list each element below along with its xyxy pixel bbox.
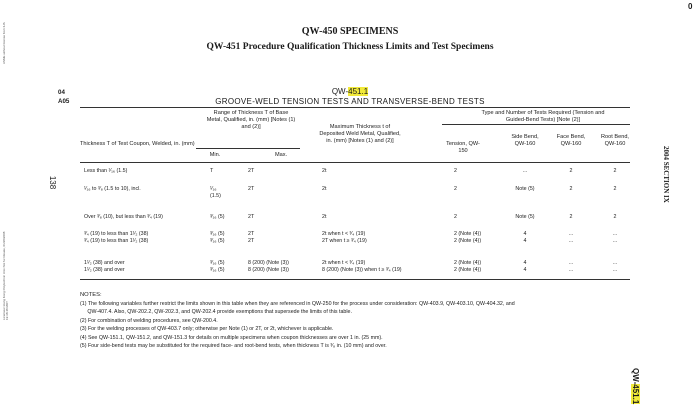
- row-root-bend: 2: [613, 214, 617, 220]
- table-id: [0, 87, 700, 96]
- row-thickness: Less than ¹⁄₁₆ (1.5): [84, 168, 128, 174]
- row-face-bend: 2: [569, 214, 573, 220]
- row-max: 2T: [248, 168, 255, 174]
- table-title: GROOVE-WELD TENSION TESTS AND TRANSVERSE-BEND TESTS: [215, 97, 485, 106]
- row-face-bend: ... ...: [568, 231, 574, 244]
- header-deposited: Maximum Thickness t of Deposited Weld Metal, Qualified, in. (mm) [Notes (1) and (2)]: [319, 124, 401, 144]
- table-id-prefix: QW-: [331, 87, 349, 96]
- row-min: T: [210, 168, 214, 174]
- note-1: (1) The following variables further restrict the limits shown in this table when they are referenced in QW-250 for the process under consideration: QW-403.9, QW-403.10, QW-404.32, and: [80, 301, 515, 307]
- header-min: Min.: [209, 152, 221, 158]
- row-min: ³⁄₁₆ (5) ³⁄₁₆ (5): [210, 231, 225, 244]
- row-side-bend: 4 4: [523, 231, 527, 244]
- table-id-highlight: 451.1: [348, 87, 369, 96]
- section-side-label: 2004 SECTION IX: [662, 146, 670, 203]
- note-2: (2) For combination of welding procedures, see QW-200.4.: [80, 318, 218, 324]
- header-tension: Tension, QW-150: [446, 141, 480, 154]
- row-side-bend: ...: [522, 168, 528, 174]
- page-number: 138: [48, 175, 58, 190]
- header-max: Max.: [274, 152, 288, 158]
- row-root-bend: 2: [613, 186, 617, 192]
- header-range-group: Range of Thickness T of Base Metal, Qualified, in. (mm) [Notes (1) and (2)]: [206, 110, 296, 130]
- header-bottom-rule: [80, 162, 630, 163]
- row-tension: 2 (Note (4)) 2 (Note (4)): [454, 260, 482, 273]
- note-1-continued: QW-407.4. Also, QW-202.2, QW-202.3, and QW-202.4 provide exemptions that supersede the limits of this table.: [80, 309, 352, 315]
- row-face-bend: 2: [569, 186, 573, 192]
- row-tension: 2: [454, 214, 457, 220]
- note-4: (4) See QW-151.1, QW-151.2, and QW-151.3 for details on multiple specimens when coupon thicknesses are over 1 in. (25 mm).: [80, 335, 383, 341]
- margin-licensee-text: Licensee=Hong Kong Polytechnic Univ Not for Resale, 01/28/2008 19:38:48 MDT: [2, 231, 9, 320]
- header-face-bend: Face Bend, QW-160: [556, 134, 586, 147]
- note-5: (5) Four side-bend tests may be substituted for the required face- and root-bend tests, when thickness T is ³⁄₈ in. (10 mm) and over.: [80, 343, 387, 349]
- page-tab-prefix: QW-: [631, 368, 640, 385]
- notes-title: NOTES:: [80, 292, 102, 298]
- row-deposited: 2t when t < ³⁄₄ (19) 2T when t ≥ ³⁄₄ (19): [322, 231, 367, 244]
- row-side-bend: Note (5): [515, 214, 535, 220]
- row-side-bend: 4 4: [523, 260, 527, 273]
- row-tension: 2: [454, 186, 457, 192]
- row-face-bend: 2: [569, 168, 573, 174]
- corner-mark: 0: [688, 2, 693, 11]
- row-side-bend: Note (5): [515, 186, 535, 192]
- table-top-rule: [80, 107, 630, 108]
- header-root-bend: Root Bend, QW-160: [601, 134, 629, 147]
- row-deposited: 2t when t < ³⁄₄ (19) 8 (200) (Note (3)) when t ≥ ³⁄₄ (19): [322, 260, 402, 273]
- subsection-heading: QW-451 Procedure Qualification Thickness Limits and Test Specimens: [206, 42, 494, 52]
- row-deposited: 2t: [322, 168, 327, 174]
- header-side-bend: Side Bend, QW-160: [511, 134, 539, 147]
- row-tension: 2: [454, 168, 457, 174]
- margin-license-text: ASME without license from IHS: [2, 22, 6, 64]
- row-max: 2T: [248, 186, 255, 192]
- row-deposited: 2t: [322, 186, 327, 192]
- table-bottom-rule: [80, 279, 630, 280]
- tests-subrule: [442, 124, 630, 125]
- note-3: (3) For the welding processes of QW-403.7 only; otherwise per Note (1) or 2T, or 2t, whichever is applicable.: [80, 326, 334, 332]
- row-min: ¹⁄₁₆ (1.5): [210, 186, 221, 199]
- row-thickness: ¹⁄₁₆ to ³⁄₈ (1.5 to 10), incl.: [84, 186, 141, 192]
- row-thickness: Over ³⁄₈ (10), but less than ³⁄₄ (19): [84, 214, 163, 220]
- page-tab-highlight: 451.1: [631, 384, 640, 405]
- row-root-bend: 2: [613, 168, 617, 174]
- row-tension: 2 (Note (4)) 2 (Note (4)): [454, 231, 482, 244]
- row-min: ³⁄₁₆ (5): [210, 214, 225, 220]
- header-tests-group: Type and Number of Tests Required (Tension and Guided-Bend Tests) [Note (2)]: [481, 110, 605, 123]
- range-subrule: [196, 148, 300, 149]
- row-root-bend: ... ...: [612, 260, 618, 273]
- page-tab-label: [631, 368, 640, 404]
- revision-year: 04: [58, 89, 65, 96]
- row-face-bend: ... ...: [568, 260, 574, 273]
- row-thickness: 1¹⁄₂ (38) and over 1¹⁄₂ (38) and over: [84, 260, 125, 273]
- section-heading: QW-450 SPECIMENS: [301, 26, 399, 37]
- row-max: 2T: [248, 214, 255, 220]
- header-thickness: Thickness T of Test Coupon, Welded, in. (mm): [80, 141, 195, 147]
- row-deposited: 2t: [322, 214, 327, 220]
- row-root-bend: ... ...: [612, 231, 618, 244]
- row-thickness: ³⁄₄ (19) to less than 1¹⁄₂ (38) ³⁄₄ (19) to less than 1¹⁄₂ (38): [84, 231, 149, 244]
- row-max: 8 (200) (Note (3)) 8 (200) (Note (3)): [248, 260, 289, 273]
- revision-addenda: A05: [58, 98, 70, 105]
- row-min: ³⁄₁₆ (5) ³⁄₁₆ (5): [210, 260, 225, 273]
- row-max: 2T 2T: [248, 231, 255, 244]
